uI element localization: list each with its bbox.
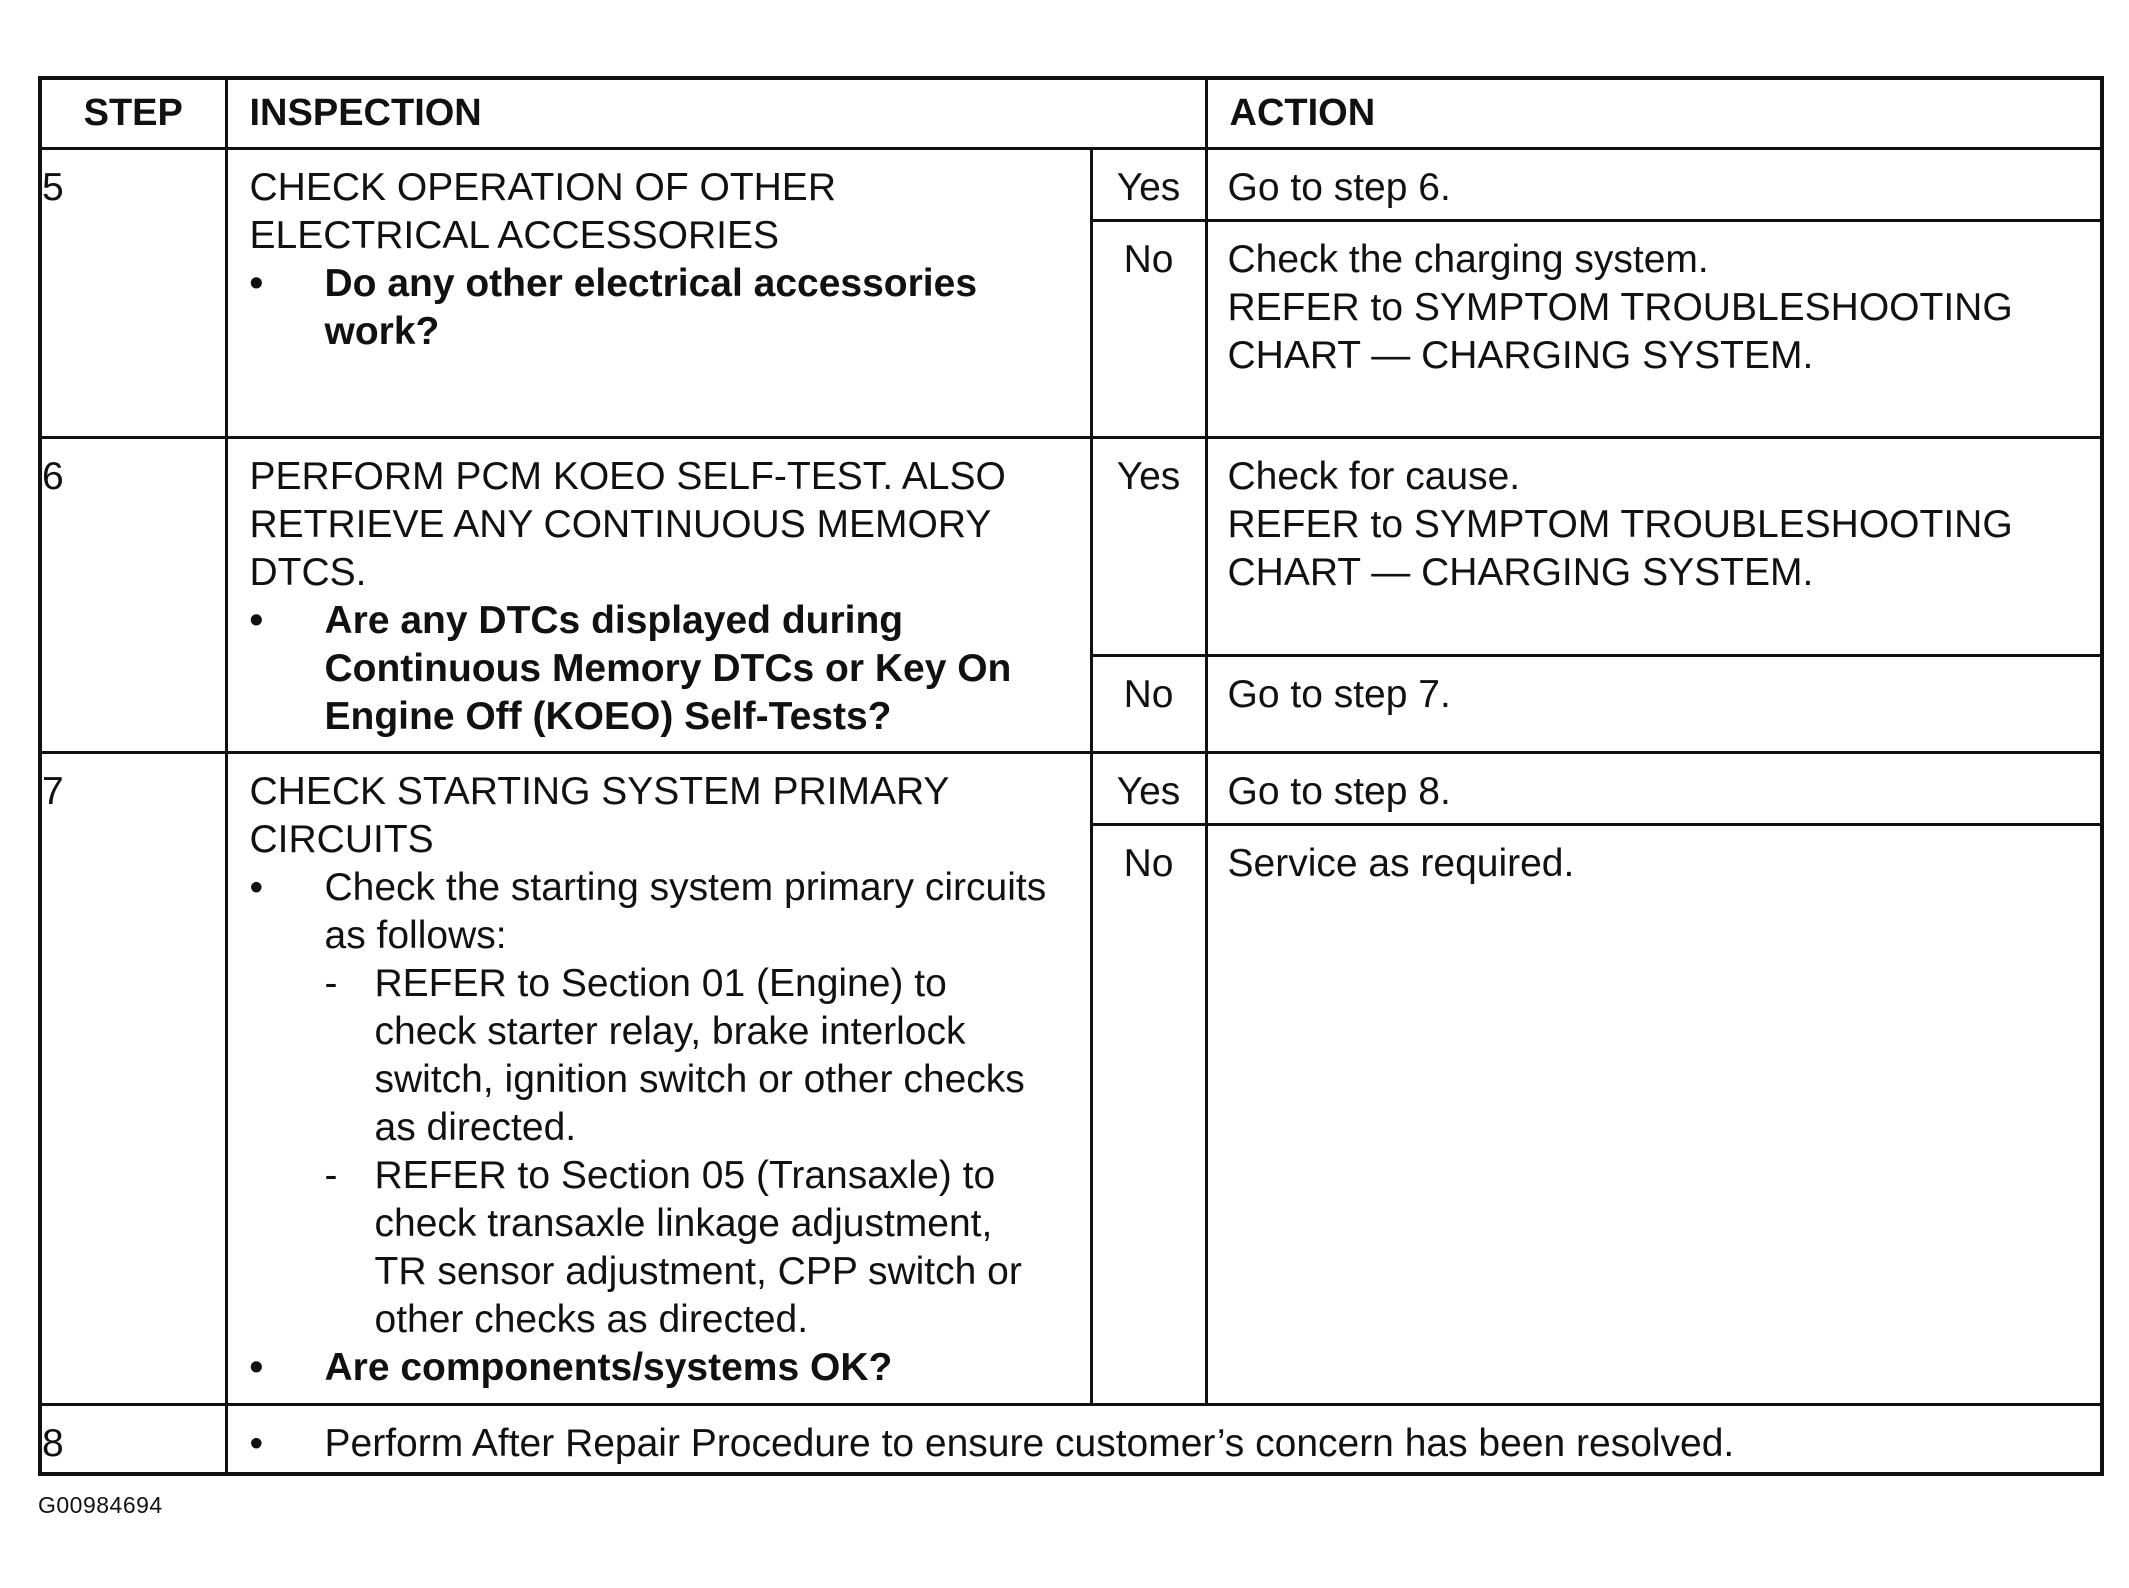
inspection-title-line: PERFORM PCM KOEO SELF-TEST. ALSO	[249, 454, 1006, 498]
sub-item-line: REFER to Section 05 (Transaxle) to	[374, 1153, 996, 1197]
yes-action-cell	[1206, 752, 2102, 824]
action-line: CHART — CHARGING SYSTEM.	[1227, 550, 1814, 594]
troubleshooting-table	[38, 76, 2104, 1476]
no-label: No	[1091, 824, 1206, 1404]
inspection-cell	[226, 752, 1091, 1404]
dash-marker: -	[324, 1153, 338, 1197]
sub-item-line: other checks as directed.	[374, 1297, 809, 1341]
bullet-icon: •	[249, 865, 264, 909]
inspection-title-line: CHECK OPERATION OF OTHER	[249, 165, 836, 209]
no-label: No	[1091, 655, 1206, 752]
instruction-bullet	[250, 864, 1072, 960]
yes-action-cell	[1206, 437, 2102, 655]
action-line: Go to step 7.	[1227, 672, 1451, 716]
inspection-title-line: CIRCUITS	[249, 817, 434, 861]
inspection-cell	[226, 1404, 2102, 1474]
inspection-title-line: ELECTRICAL ACCESSORIES	[249, 213, 780, 257]
question-line: Do any other electrical accessories	[324, 261, 978, 305]
inspection-title-line: DTCS.	[249, 550, 367, 594]
header-action: ACTION	[1206, 78, 2102, 148]
sub-item-line: as directed.	[374, 1105, 577, 1149]
instruction-line: Perform After Repair Procedure to ensure customer’s concern has been resolved.	[324, 1421, 1735, 1465]
bullet-icon: •	[249, 1421, 264, 1465]
bullet-icon: •	[249, 1345, 264, 1389]
inspection-title-line: RETRIEVE ANY CONTINUOUS MEMORY	[249, 502, 992, 546]
inspection-cell	[226, 148, 1091, 437]
question-line: work?	[324, 309, 440, 353]
instruction-line: Check the starting system primary circuits	[324, 865, 1047, 909]
step-number: 8	[40, 1404, 226, 1474]
no-action-cell	[1206, 220, 2102, 437]
inspection-cell	[226, 437, 1091, 752]
step-number: 7	[40, 752, 226, 1404]
sub-item-line: REFER to Section 01 (Engine) to	[374, 961, 947, 1005]
yes-label: Yes	[1091, 752, 1206, 824]
action-line: Service as required.	[1227, 841, 1575, 885]
header-row	[40, 78, 2102, 148]
no-label: No	[1091, 220, 1206, 437]
step-6-row	[40, 437, 2102, 655]
sub-item-line: switch, ignition switch or other checks	[374, 1057, 1025, 1101]
no-action-cell	[1206, 655, 2102, 752]
dash-marker: -	[324, 961, 338, 1005]
yes-label: Yes	[1091, 148, 1206, 220]
action-line: REFER to SYMPTOM TROUBLESHOOTING	[1227, 502, 2013, 546]
question-line: Are any DTCs displayed during	[324, 598, 904, 642]
question-line: Are components/systems OK?	[324, 1345, 893, 1389]
no-action-cell	[1206, 824, 2102, 1404]
question-line: Engine Off (KOEO) Self-Tests?	[324, 694, 892, 738]
step-5-row	[40, 148, 2102, 220]
inspection-title-line: CHECK STARTING SYSTEM PRIMARY	[249, 769, 950, 813]
action-line: Check the charging system.	[1227, 237, 1709, 281]
instruction-bullet	[250, 1420, 2083, 1468]
sub-item-line: TR sensor adjustment, CPP switch or	[374, 1249, 1022, 1293]
action-line: Go to step 6.	[1227, 165, 1451, 209]
yes-label: Yes	[1091, 437, 1206, 655]
step-7-row	[40, 752, 2102, 824]
instruction-line: as follows:	[324, 913, 507, 957]
figure-id: G00984694	[38, 1492, 163, 1518]
step-number: 6	[40, 437, 226, 752]
question-bullet	[250, 597, 1072, 741]
header-inspection: INSPECTION	[226, 78, 1206, 148]
step-8-row	[40, 1404, 2102, 1474]
step-number: 5	[40, 148, 226, 437]
sub-item	[250, 960, 1072, 1152]
question-bullet	[250, 1344, 1072, 1392]
action-line: CHART — CHARGING SYSTEM.	[1227, 333, 1814, 377]
question-line: Continuous Memory DTCs or Key On	[324, 646, 1012, 690]
sub-item-line: check transaxle linkage adjustment,	[374, 1201, 993, 1245]
bullet-icon: •	[249, 261, 264, 305]
action-line: REFER to SYMPTOM TROUBLESHOOTING	[1227, 285, 2013, 329]
action-line: Check for cause.	[1227, 454, 1521, 498]
action-line: Go to step 8.	[1227, 769, 1451, 813]
question-bullet	[250, 260, 1072, 356]
sub-item-line: check starter relay, brake interlock	[374, 1009, 966, 1053]
header-step: STEP	[40, 78, 226, 148]
yes-action-cell	[1206, 148, 2102, 220]
sub-item	[250, 1152, 1072, 1344]
bullet-icon: •	[249, 598, 264, 642]
